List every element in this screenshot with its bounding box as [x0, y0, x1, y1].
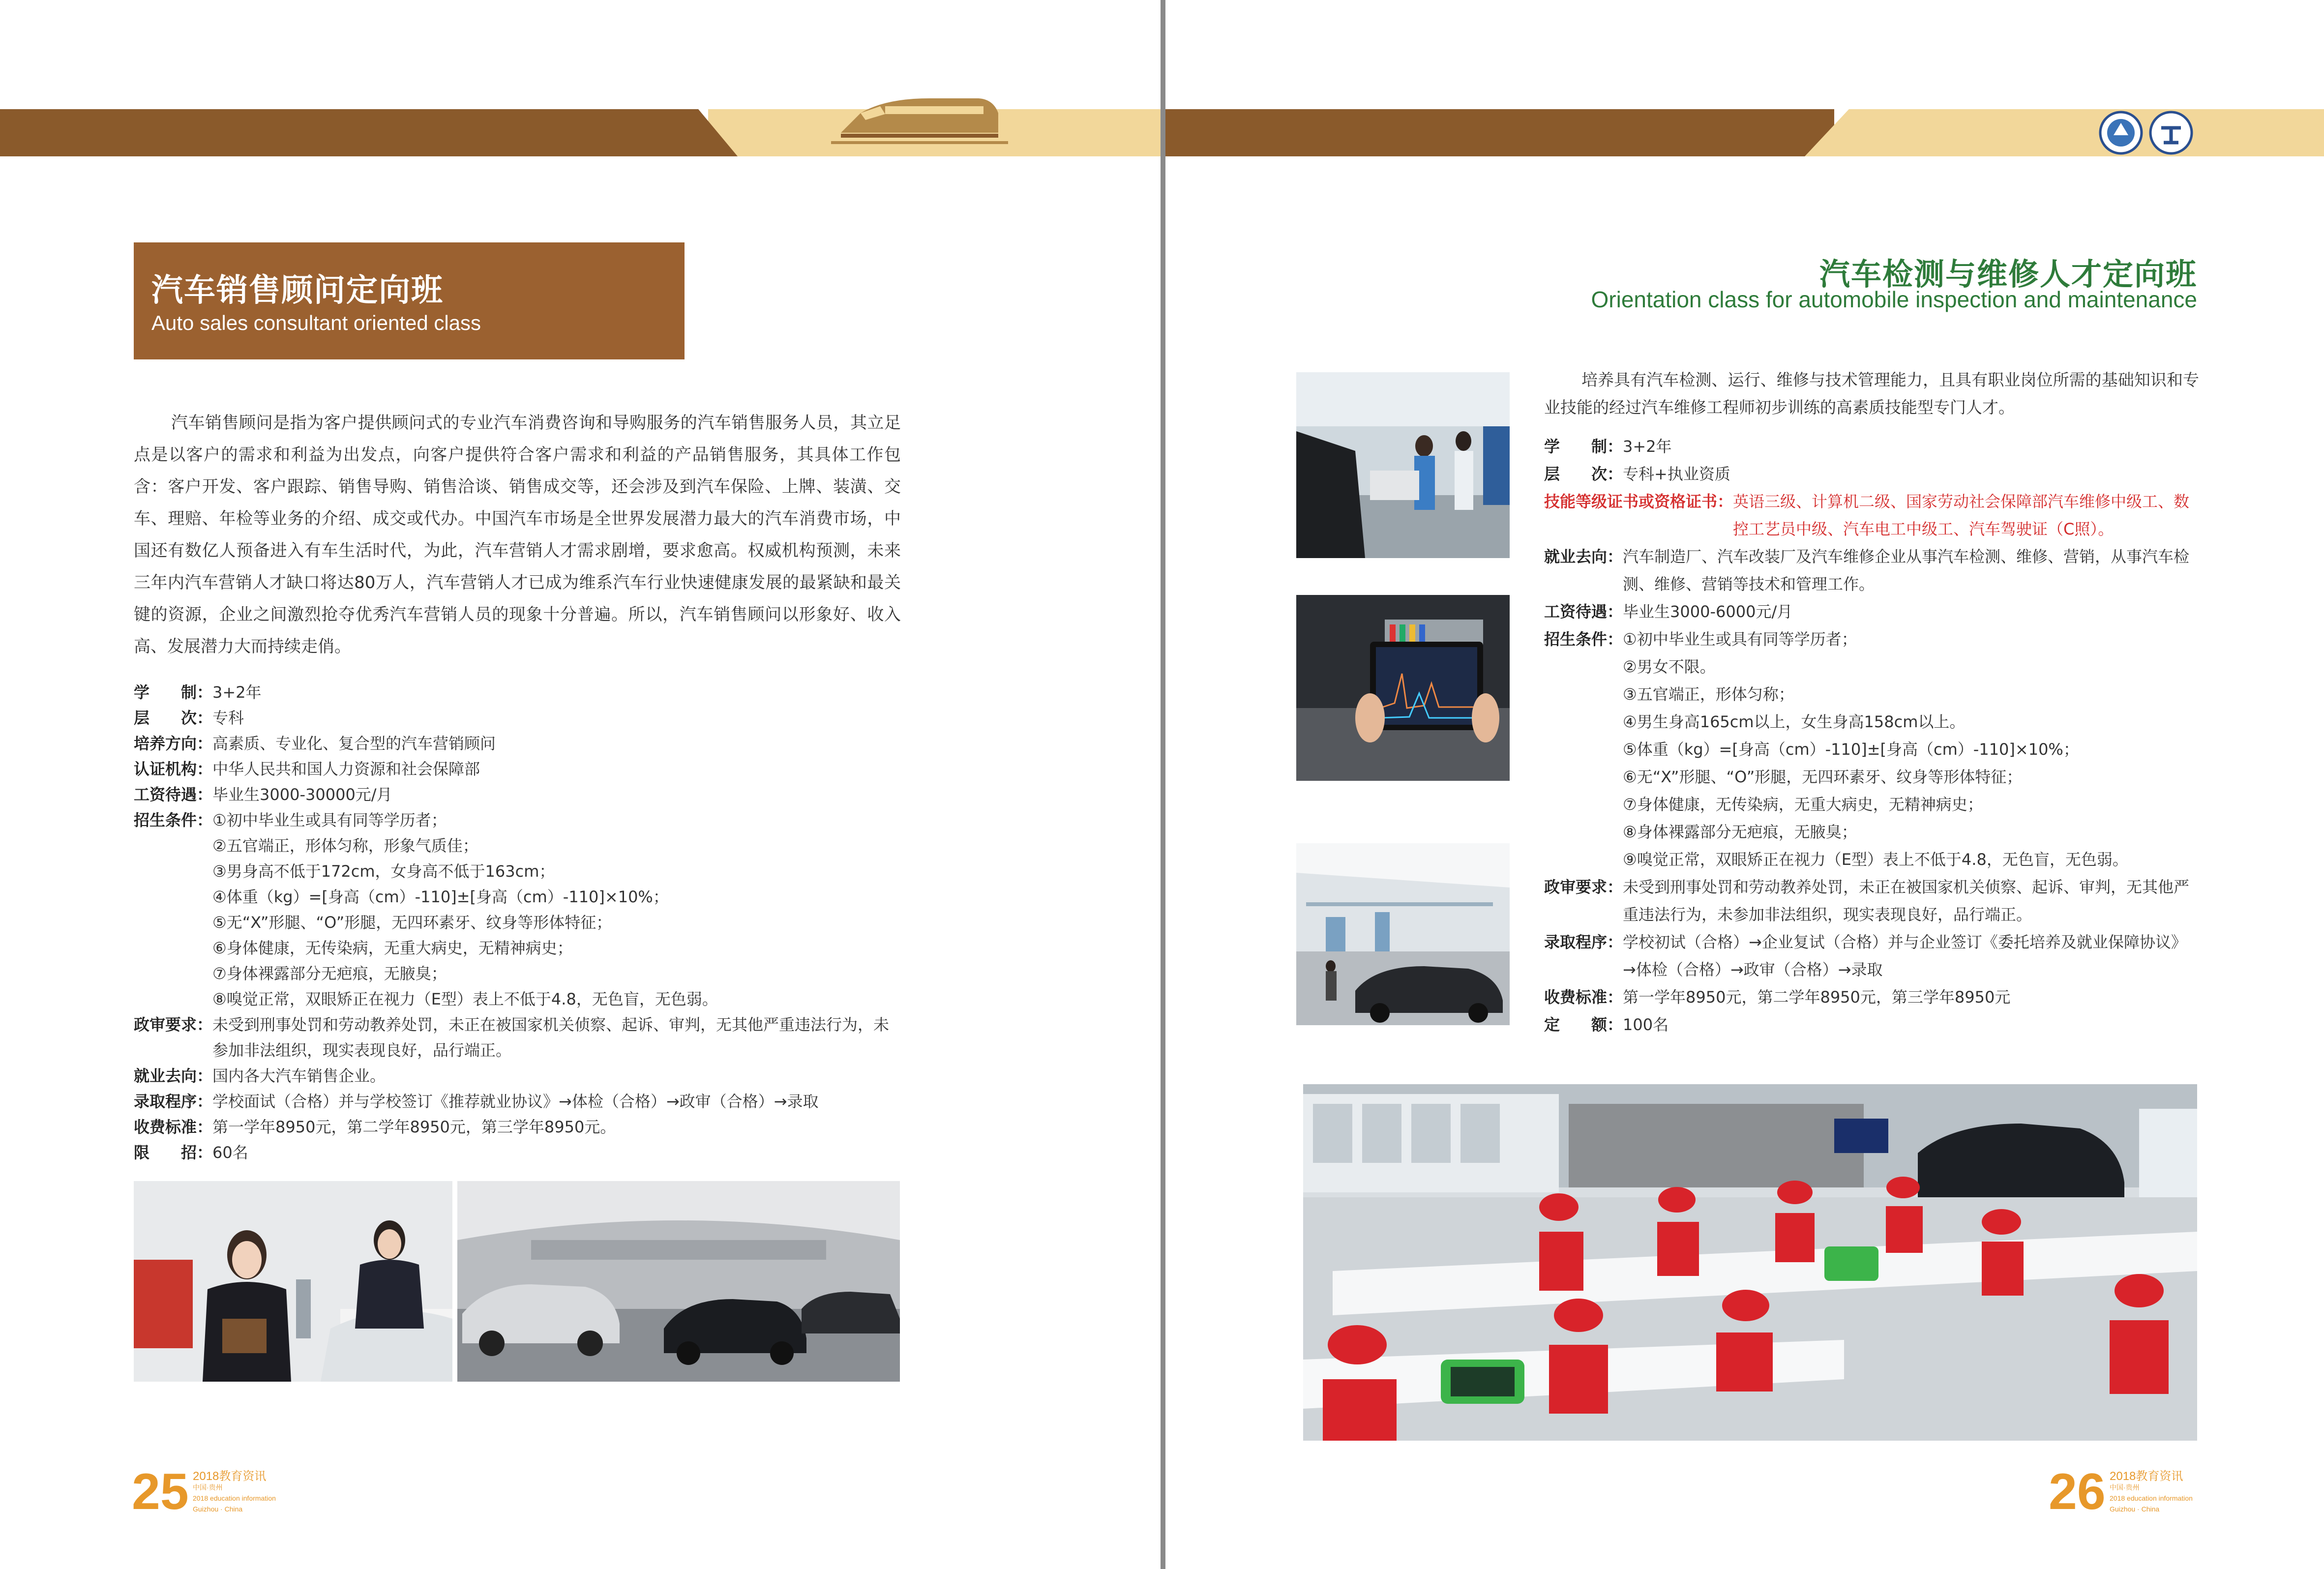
field-label: 收费标准： — [1544, 988, 1623, 1007]
page-info-en: 2018 education information — [2110, 1494, 2193, 1502]
photo-training-workshop — [1296, 372, 1510, 558]
requirement-item: ⑤体重（kg）=[身高（cm）-110]±[身高（cm）-110]×10%； — [1623, 740, 2079, 759]
field-value: 专科+执业资质 — [1623, 465, 1730, 483]
requirement-item: ⑦身体健康，无传染病，无重大病史，无精神病史； — [1623, 795, 1983, 814]
field-label: 学 制： — [134, 683, 213, 702]
field-value: 国内各大汽车销售企业。 — [212, 1066, 386, 1085]
field-row — [134, 731, 901, 756]
requirement-item: ⑧身体裸露部分无疤痕，无腋臭； — [1623, 823, 1857, 841]
page-info-en-location: Guizhou · China — [2110, 1505, 2160, 1513]
field-row — [1544, 1011, 2199, 1038]
field-row — [134, 1140, 901, 1165]
intro-paragraph: 汽车销售顾问是指为客户提供顾问式的专业汽车消费咨询和导购服务的汽车销售服务人员，其立足点是以客户的需求和利益为出发点，向客户提供符合客户需求和利益的产品销售服务，其具体工作包含：客户开发、客户跟踪、销售导购、销售洽谈、销售成交等，还会涉及到汽车保险、上牌、装潢、交车、理赔、年检等业务的介绍、成交或代办。中国汽车市场是全世界发展潜力最大的汽车消费市场，中国还有数亿人预备进入有车生活时代，为此，汽车营销人才需求剧增，要求愈高。权威机构预测，未来三年内汽车营销人才缺口将达80万人，汽车营销人才已成为维系汽车行业快速健康发展的最紧缺和最关键的资源，企业之间激烈抢夺优秀汽车营销人员的现象十分普遍。所以，汽车销售顾问以形象好、收入高、发展潜力大而持续走俏。 — [134, 413, 901, 656]
photo-service-hall — [1296, 843, 1510, 1025]
field-label: 层 次： — [1544, 465, 1623, 483]
field-label: 录取程序： — [134, 1092, 213, 1111]
field-row — [1544, 543, 2199, 598]
train-emblem-icon — [831, 79, 1008, 148]
spread-gutter — [1161, 0, 1165, 1569]
field-row — [1544, 928, 2199, 983]
field-label: 学 制： — [1544, 437, 1623, 456]
page-info — [193, 1471, 276, 1514]
field-row — [1544, 873, 2199, 928]
requirements-row — [1544, 625, 2199, 873]
field-label: 收费标准： — [134, 1118, 213, 1136]
page-info-location: 中国·贵州 — [2110, 1483, 2140, 1491]
field-row — [1544, 983, 2199, 1011]
photo-classroom — [1303, 1084, 2197, 1441]
section-title-cn: 汽车检测与维修人才定向班 — [1819, 256, 2197, 292]
requirement-item: ③男身高不低于172cm，女身高不低于163cm； — [212, 862, 555, 881]
field-value: 专科 — [212, 709, 244, 727]
field-value: 未受到刑事处罚和劳动教养处罚，未正在被国家机关侦察、起诉、审判，无其他严重违法行为，未参加非法组织，现实表现良好，品行端正。 — [212, 1015, 890, 1060]
photo-showroom — [457, 1181, 900, 1382]
field-label: 认证机构： — [134, 760, 213, 778]
field-value: 英语三级、计算机二级、国家劳动社会保障部汽车维修中级工、数控工艺员中级、汽车电工中级工、汽车驾驶证（C照）。 — [1733, 492, 2190, 538]
photo-sales-consultants — [134, 1181, 452, 1382]
field-label: 就业去向： — [134, 1066, 213, 1085]
requirement-item: ④体重（kg）=[身高（cm）-110]±[身高（cm）-110]×10%； — [212, 888, 669, 906]
requirement-item: ⑥身体健康，无传染病，无重大病史，无精神病史； — [212, 939, 573, 957]
field-value: 中华人民共和国人力资源和社会保障部 — [212, 760, 480, 778]
field-value: 第一学年8950元，第二学年8950元，第三学年8950元。 — [212, 1118, 616, 1136]
section-title-en: Orientation class for automobile inspection and maintenance — [1591, 287, 2197, 312]
requirements-list — [212, 807, 718, 1012]
field-value: 汽车制造厂、汽车改装厂及汽车维修企业从事汽车检测、维修、营销，从事汽车检测、维修、营销等技术和管理工作。 — [1623, 547, 2190, 593]
field-value: 学校初试（合格）→企业复试（合格）并与企业签订《委托培养及就业保障协议》→体检（合格）→政审（合格）→录取 — [1623, 933, 2187, 979]
field-row — [1544, 598, 2199, 625]
section-title-en: Auto sales consultant oriented class — [151, 311, 481, 334]
header-band-brown — [0, 109, 738, 156]
requirements-row — [134, 807, 901, 1012]
field-row — [134, 1063, 901, 1089]
field-row — [1544, 433, 2199, 460]
field-row — [134, 1012, 901, 1063]
page-info-en-location: Guizhou · China — [193, 1505, 243, 1513]
field-value: 第一学年8950元，第二学年8950元，第三学年8950元 — [1623, 988, 2011, 1007]
requirement-item: ①初中毕业生或具有同等学历者； — [212, 811, 447, 829]
railway-logo-icon — [2149, 111, 2193, 155]
requirement-item: ⑧嗅觉正常，双眼矫正在视力（E型）表上不低于4.8，无色盲，无色弱。 — [212, 990, 718, 1008]
field-row — [1544, 460, 2199, 488]
page-info-en: 2018 education information — [193, 1494, 276, 1502]
section-title-cn: 汽车销售顾问定向班 — [151, 272, 444, 309]
field-value: 高素质、专业化、复合型的汽车营销顾问 — [212, 734, 496, 753]
requirement-item: ⑥无“X”形腿、“O”形腿，无四环素牙、纹身等形体特征； — [1623, 768, 2023, 786]
field-label: 就业去向： — [1544, 547, 1623, 566]
info-fields — [134, 680, 901, 1165]
field-label: 培养方向： — [134, 734, 213, 753]
requirement-item: ④男生身高165cm以上，女生身高158cm以上。 — [1623, 712, 1966, 731]
field-value: 毕业生3000-30000元/月 — [212, 785, 392, 804]
field-label: 工资待遇： — [134, 785, 213, 804]
intro-paragraph: 培养具有汽车检测、运行、维修与技术管理能力，且具有职业岗位所需的基础知识和专业技能的经过汽车维修工程师初步训练的高素质技能型专门人才。 — [1544, 370, 2199, 417]
section-title-box — [134, 242, 685, 359]
requirement-item: ⑤无“X”形腿、“O”形腿，无四环素牙、纹身等形体特征； — [212, 913, 612, 932]
field-label: 政审要求： — [1544, 878, 1623, 896]
field-value: 3+2年 — [212, 683, 262, 702]
field-row — [134, 680, 901, 705]
page-right — [1165, 0, 2324, 1569]
requirement-item: ③五官端正，形体匀称； — [1623, 685, 1794, 704]
field-row — [134, 782, 901, 807]
field-value: 学校面试（合格）并与学校签订《推荐就业协议》→体检（合格）→政审（合格）→录取 — [212, 1092, 819, 1111]
requirement-item: ②男女不限。 — [1623, 657, 1716, 676]
field-value: 60名 — [212, 1143, 248, 1162]
requirement-item: ⑦身体裸露部分无疤痕，无腋臭； — [212, 964, 447, 983]
requirement-item: ②五官端正，形体匀称，形象气质佳； — [212, 836, 478, 855]
field-label: 工资待遇： — [1544, 602, 1623, 621]
page-left — [0, 0, 1161, 1569]
school-logo-icon — [2099, 111, 2143, 155]
page-info-title: 2018教育资讯 — [193, 1470, 267, 1483]
field-value: 100名 — [1623, 1015, 1669, 1034]
field-row — [134, 705, 901, 731]
requirement-item: ①初中毕业生或具有同等学历者； — [1623, 630, 1857, 649]
requirements-list — [1623, 625, 2128, 873]
photo-diagnostic-tablet — [1296, 595, 1510, 781]
page-info-location: 中国·贵州 — [193, 1483, 223, 1491]
field-row — [134, 1114, 901, 1140]
field-value: 未受到刑事处罚和劳动教养处罚，未正在被国家机关侦察、起诉、审判，无其他严重违法行为，未参加非法组织，现实表现良好，品行端正。 — [1623, 878, 2190, 924]
header-band-brown — [1165, 109, 1834, 156]
field-label: 层 次： — [134, 709, 213, 727]
field-row — [134, 1089, 901, 1114]
page-info — [2110, 1471, 2193, 1514]
field-label: 政审要求： — [134, 1015, 213, 1034]
page-info-title: 2018教育资讯 — [2110, 1470, 2183, 1483]
page-number: 26 — [2049, 1463, 2106, 1520]
field-label: 招生条件： — [1544, 630, 1623, 649]
certificate-row — [1544, 488, 2199, 543]
field-value: 3+2年 — [1623, 437, 1672, 456]
page-number: 25 — [132, 1463, 189, 1520]
field-value: 毕业生3000-6000元/月 — [1623, 602, 1793, 621]
requirement-item: ⑨嗅觉正常，双眼矫正在视力（E型）表上不低于4.8，无色盲，无色弱。 — [1623, 850, 2128, 869]
info-fields — [1544, 433, 2199, 1038]
header-band-gold — [1805, 109, 2324, 156]
field-row — [134, 756, 901, 782]
field-label: 录取程序： — [1544, 933, 1623, 951]
field-label: 定 额： — [1544, 1015, 1623, 1034]
field-label: 招生条件： — [134, 811, 213, 829]
field-label: 技能等级证书或资格证书： — [1544, 492, 1733, 511]
field-label: 限 招： — [134, 1143, 213, 1162]
